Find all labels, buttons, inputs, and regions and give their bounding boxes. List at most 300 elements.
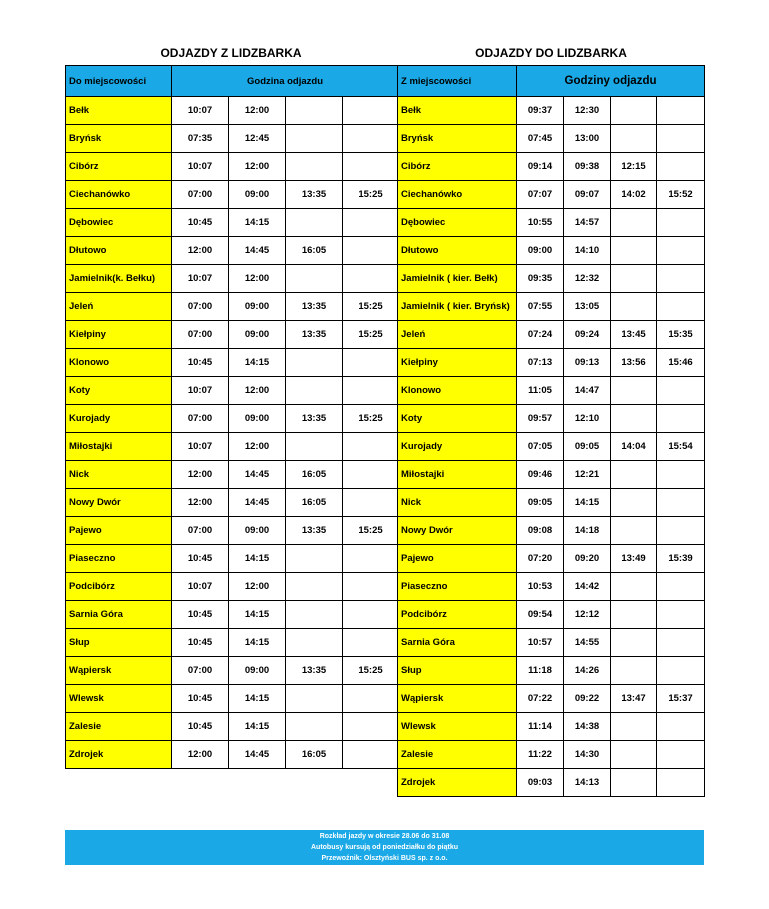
departure-time: 15:25	[343, 517, 399, 545]
departure-time: 13:35	[286, 405, 343, 433]
departure-time: 07:55	[517, 293, 564, 321]
departure-time	[657, 405, 705, 433]
departure-time: 09:57	[517, 405, 564, 433]
place-name: Pajewo	[398, 545, 517, 573]
departure-time: 09:08	[517, 517, 564, 545]
place-name: Dłutowo	[398, 237, 517, 265]
departure-time: 09:00	[229, 517, 286, 545]
departure-time: 07:00	[172, 293, 229, 321]
departure-time: 13:00	[564, 125, 611, 153]
departure-time: 09:35	[517, 265, 564, 293]
departure-time: 09:00	[229, 405, 286, 433]
departure-time: 09:13	[564, 349, 611, 377]
footer-period-text: Rozkład jazdy w okresie 28.06 do 31.08	[319, 833, 450, 840]
departure-time: 12:10	[564, 405, 611, 433]
departure-time: 09:05	[517, 489, 564, 517]
place-name: Koty	[398, 405, 517, 433]
departure-time: 16:05	[286, 489, 343, 517]
place-name: Ciechanówko	[398, 181, 517, 209]
departure-time: 12:21	[564, 461, 611, 489]
place-name: Nick	[398, 489, 517, 517]
departure-time: 15:39	[657, 545, 705, 573]
place-name: Miłostajki	[398, 461, 517, 489]
departure-time: 09:00	[229, 181, 286, 209]
departure-time	[657, 237, 705, 265]
departure-time	[611, 489, 657, 517]
departure-time: 09:03	[517, 769, 564, 797]
departure-time: 10:55	[517, 209, 564, 237]
departure-time	[286, 573, 343, 601]
departure-time	[343, 489, 399, 517]
departure-time: 09:00	[229, 657, 286, 685]
table-row	[398, 153, 705, 181]
place-name: Bełk	[66, 97, 172, 125]
departure-time	[286, 545, 343, 573]
departure-time	[611, 713, 657, 741]
place-name: Słup	[66, 629, 172, 657]
origin-column-header: Z miejscowości	[398, 66, 517, 97]
departure-time	[343, 573, 399, 601]
departure-time: 10:53	[517, 573, 564, 601]
departure-time	[343, 741, 399, 769]
place-name: Dębowiec	[398, 209, 517, 237]
departure-time	[343, 461, 399, 489]
departure-time: 10:45	[172, 545, 229, 573]
table-row	[398, 657, 705, 685]
table-row	[66, 573, 399, 601]
departure-time	[286, 713, 343, 741]
departure-time	[657, 461, 705, 489]
header-row	[66, 66, 399, 97]
departure-time: 14:02	[611, 181, 657, 209]
departure-time: 12:45	[229, 125, 286, 153]
departure-time	[343, 601, 399, 629]
place-name: Kurojady	[66, 405, 172, 433]
departure-time: 12:15	[611, 153, 657, 181]
table-row	[398, 741, 705, 769]
place-name: Klonowo	[398, 377, 517, 405]
departure-time: 07:00	[172, 657, 229, 685]
departure-time: 14:15	[564, 489, 611, 517]
footer-carrier-text: Przewoźnik: Olsztyński BUS sp. z o.o.	[321, 855, 448, 862]
place-name: Ciechanówko	[66, 181, 172, 209]
place-name: Sarnia Góra	[398, 629, 517, 657]
departure-time	[657, 293, 705, 321]
departures-from-title: ODJAZDY Z LIDZBARKA	[160, 46, 302, 60]
departure-time	[611, 601, 657, 629]
departure-time: 14:26	[564, 657, 611, 685]
departure-time	[611, 209, 657, 237]
departure-time: 09:20	[564, 545, 611, 573]
departure-time	[611, 125, 657, 153]
table-row	[66, 377, 399, 405]
departure-time: 14:15	[229, 349, 286, 377]
place-name: Nick	[66, 461, 172, 489]
departure-time: 12:00	[229, 433, 286, 461]
departure-time	[343, 237, 399, 265]
departure-time: 15:25	[343, 405, 399, 433]
header-row	[398, 66, 705, 97]
departure-time: 13:47	[611, 685, 657, 713]
departure-time: 10:45	[172, 629, 229, 657]
departure-time: 13:35	[286, 293, 343, 321]
departure-time	[343, 629, 399, 657]
departure-time: 11:14	[517, 713, 564, 741]
departure-time: 13:35	[286, 657, 343, 685]
departure-time: 12:00	[172, 461, 229, 489]
table-row	[66, 657, 399, 685]
table-row	[398, 573, 705, 601]
departure-time: 07:22	[517, 685, 564, 713]
departure-time	[343, 153, 399, 181]
departure-time	[657, 601, 705, 629]
departure-time	[657, 517, 705, 545]
place-name: Zdrojek	[398, 769, 517, 797]
table-row	[66, 405, 399, 433]
departure-time: 15:37	[657, 685, 705, 713]
departure-time: 12:00	[229, 265, 286, 293]
departure-time: 15:35	[657, 321, 705, 349]
table-row	[66, 265, 399, 293]
departure-time	[343, 685, 399, 713]
place-name: Kiełpiny	[66, 321, 172, 349]
table-row	[398, 629, 705, 657]
departure-time: 14:42	[564, 573, 611, 601]
table-row	[66, 181, 399, 209]
departure-time: 14:38	[564, 713, 611, 741]
table-row	[398, 125, 705, 153]
table-row	[398, 377, 705, 405]
departure-time: 15:52	[657, 181, 705, 209]
place-name: Wlewsk	[398, 713, 517, 741]
departure-time: 09:07	[564, 181, 611, 209]
place-name: Kurojady	[398, 433, 517, 461]
departure-time: 10:45	[172, 601, 229, 629]
departure-time: 12:00	[172, 237, 229, 265]
departure-time	[657, 769, 705, 797]
departure-time: 07:00	[172, 181, 229, 209]
departure-time	[657, 573, 705, 601]
departure-time: 15:25	[343, 321, 399, 349]
place-name: Bryńsk	[66, 125, 172, 153]
departures-from-table	[65, 65, 399, 769]
table-row	[66, 209, 399, 237]
place-name: Podcibórz	[66, 573, 172, 601]
table-row	[66, 349, 399, 377]
table-row	[66, 153, 399, 181]
place-name: Jamielnik ( kier. Bryńsk)	[398, 293, 517, 321]
place-name: Piaseczno	[398, 573, 517, 601]
departure-time: 13:35	[286, 321, 343, 349]
table-row	[66, 461, 399, 489]
place-name: Podcibórz	[398, 601, 517, 629]
departure-time: 09:24	[564, 321, 611, 349]
table-row	[398, 209, 705, 237]
departures-to-table	[397, 65, 705, 797]
table-row	[398, 293, 705, 321]
departure-time	[343, 545, 399, 573]
departure-time	[611, 97, 657, 125]
departure-time: 12:12	[564, 601, 611, 629]
table-row	[398, 237, 705, 265]
departure-time: 12:00	[229, 377, 286, 405]
place-name: Słup	[398, 657, 517, 685]
departure-time	[657, 265, 705, 293]
departure-time: 12:00	[172, 489, 229, 517]
footer-days-text: Autobusy kursują od poniedziałku do piątku	[310, 844, 458, 851]
place-name: Klonowo	[66, 349, 172, 377]
departure-time	[611, 769, 657, 797]
table-row	[398, 769, 705, 797]
table-row	[66, 685, 399, 713]
departure-time: 12:00	[172, 741, 229, 769]
departure-time	[343, 349, 399, 377]
departure-time: 14:30	[564, 741, 611, 769]
departure-time: 15:25	[343, 181, 399, 209]
departure-time: 12:00	[229, 97, 286, 125]
departure-time	[343, 713, 399, 741]
departure-time: 10:07	[172, 573, 229, 601]
departure-time: 14:15	[229, 209, 286, 237]
departure-time	[611, 657, 657, 685]
table-row	[66, 545, 399, 573]
place-name: Piaseczno	[66, 545, 172, 573]
place-name: Wąpiersk	[398, 685, 517, 713]
departure-time	[286, 349, 343, 377]
departure-time	[343, 265, 399, 293]
departure-time: 10:45	[172, 713, 229, 741]
departure-time: 09:00	[229, 293, 286, 321]
departure-time: 11:22	[517, 741, 564, 769]
departure-time: 12:00	[229, 573, 286, 601]
table-row	[398, 321, 705, 349]
departure-time: 09:05	[564, 433, 611, 461]
departure-time	[343, 125, 399, 153]
departure-time	[611, 741, 657, 769]
departure-time	[286, 629, 343, 657]
place-name: Nowy Dwór	[398, 517, 517, 545]
departure-time	[343, 97, 399, 125]
table-row	[398, 97, 705, 125]
departure-time: 09:14	[517, 153, 564, 181]
departure-time: 14:15	[229, 601, 286, 629]
departure-time	[611, 461, 657, 489]
departure-time: 13:56	[611, 349, 657, 377]
departure-time: 15:25	[343, 293, 399, 321]
departure-time: 11:18	[517, 657, 564, 685]
table-row	[66, 321, 399, 349]
departure-time: 13:35	[286, 181, 343, 209]
departure-time	[343, 433, 399, 461]
departure-time: 16:05	[286, 741, 343, 769]
place-name: Jamielnik(k. Bełku)	[66, 265, 172, 293]
departure-time	[657, 741, 705, 769]
departure-time: 07:07	[517, 181, 564, 209]
destination-column-header: Do miejscowości	[66, 66, 172, 97]
departure-time: 13:35	[286, 517, 343, 545]
departure-time: 09:00	[517, 237, 564, 265]
departure-time: 14:13	[564, 769, 611, 797]
place-name: Kiełpiny	[398, 349, 517, 377]
departure-time: 07:35	[172, 125, 229, 153]
departure-time: 14:45	[229, 237, 286, 265]
table-row	[66, 433, 399, 461]
departure-time: 12:00	[229, 153, 286, 181]
departure-time: 09:37	[517, 97, 564, 125]
departure-time: 13:45	[611, 321, 657, 349]
place-name: Zdrojek	[66, 741, 172, 769]
departure-time: 14:15	[229, 713, 286, 741]
departure-time: 12:32	[564, 265, 611, 293]
place-name: Wlewsk	[66, 685, 172, 713]
place-name: Koty	[66, 377, 172, 405]
departure-time: 10:07	[172, 97, 229, 125]
departure-time: 09:46	[517, 461, 564, 489]
departure-time	[286, 433, 343, 461]
departure-time: 14:57	[564, 209, 611, 237]
departure-time: 10:07	[172, 377, 229, 405]
place-name: Bryńsk	[398, 125, 517, 153]
departure-time: 07:00	[172, 405, 229, 433]
departure-time	[657, 629, 705, 657]
departure-time: 14:55	[564, 629, 611, 657]
departure-time: 07:00	[172, 517, 229, 545]
departure-time	[657, 377, 705, 405]
table-row	[66, 517, 399, 545]
departure-time	[343, 209, 399, 237]
table-row	[66, 601, 399, 629]
departure-time: 09:54	[517, 601, 564, 629]
departure-time: 14:15	[229, 685, 286, 713]
departure-time	[286, 125, 343, 153]
departure-time	[657, 489, 705, 517]
departure-time: 07:13	[517, 349, 564, 377]
departure-time	[286, 377, 343, 405]
departure-time	[286, 153, 343, 181]
place-name: Zalesie	[66, 713, 172, 741]
departure-time-column-header: Godzina odjazdu	[172, 66, 399, 97]
place-name: Sarnia Góra	[66, 601, 172, 629]
table-row	[398, 349, 705, 377]
departure-time: 13:05	[564, 293, 611, 321]
departure-time	[657, 125, 705, 153]
departure-time: 07:00	[172, 321, 229, 349]
departure-time: 10:45	[172, 209, 229, 237]
departure-time: 10:45	[172, 685, 229, 713]
departure-time: 14:45	[229, 489, 286, 517]
departure-time	[611, 237, 657, 265]
table-row	[398, 433, 705, 461]
departure-time: 15:25	[343, 657, 399, 685]
place-name: Cibórz	[66, 153, 172, 181]
departure-time: 11:05	[517, 377, 564, 405]
place-name: Jeleń	[398, 321, 517, 349]
departure-time	[286, 685, 343, 713]
place-name: Cibórz	[398, 153, 517, 181]
departure-time: 15:46	[657, 349, 705, 377]
departure-time: 12:30	[564, 97, 611, 125]
departure-time	[286, 209, 343, 237]
table-row	[398, 517, 705, 545]
place-name: Nowy Dwór	[66, 489, 172, 517]
table-row	[398, 489, 705, 517]
departure-time: 14:15	[229, 545, 286, 573]
table-row	[66, 741, 399, 769]
table-row	[66, 237, 399, 265]
table-row	[398, 685, 705, 713]
table-row	[66, 629, 399, 657]
departure-time	[657, 657, 705, 685]
departure-time: 16:05	[286, 461, 343, 489]
schedule-footer	[65, 830, 704, 865]
departure-time	[611, 293, 657, 321]
table-row	[66, 125, 399, 153]
departure-time	[611, 265, 657, 293]
place-name: Jamielnik ( kier. Bełk)	[398, 265, 517, 293]
table-row	[66, 293, 399, 321]
table-row	[66, 489, 399, 517]
departure-time	[286, 601, 343, 629]
departure-time: 14:45	[229, 461, 286, 489]
departure-time	[611, 573, 657, 601]
table-row	[398, 461, 705, 489]
place-name: Dębowiec	[66, 209, 172, 237]
departure-time	[657, 713, 705, 741]
table-row	[398, 713, 705, 741]
departure-time: 10:07	[172, 153, 229, 181]
departure-time	[611, 629, 657, 657]
table-row	[398, 181, 705, 209]
departure-time	[657, 209, 705, 237]
departure-time: 10:07	[172, 433, 229, 461]
departure-time	[611, 405, 657, 433]
departure-time	[611, 517, 657, 545]
departure-time: 10:07	[172, 265, 229, 293]
place-name: Dłutowo	[66, 237, 172, 265]
departure-time: 10:57	[517, 629, 564, 657]
departure-time	[343, 377, 399, 405]
place-name: Miłostajki	[66, 433, 172, 461]
departure-time: 09:38	[564, 153, 611, 181]
table-row	[398, 265, 705, 293]
departure-time: 14:04	[611, 433, 657, 461]
departure-time	[286, 265, 343, 293]
departure-time	[286, 97, 343, 125]
departure-time	[657, 153, 705, 181]
table-row	[398, 405, 705, 433]
departure-time	[611, 377, 657, 405]
departure-time: 07:45	[517, 125, 564, 153]
table-row	[398, 601, 705, 629]
departure-time: 13:49	[611, 545, 657, 573]
place-name: Jeleń	[66, 293, 172, 321]
departure-time: 15:54	[657, 433, 705, 461]
departure-time: 10:45	[172, 349, 229, 377]
table-row	[66, 713, 399, 741]
departure-time	[657, 97, 705, 125]
departure-time: 07:24	[517, 321, 564, 349]
table-row	[66, 97, 399, 125]
table-row	[398, 545, 705, 573]
departure-time: 16:05	[286, 237, 343, 265]
place-name: Zalesie	[398, 741, 517, 769]
departure-time: 14:18	[564, 517, 611, 545]
place-name: Bełk	[398, 97, 517, 125]
place-name: Pajewo	[66, 517, 172, 545]
departure-time: 14:47	[564, 377, 611, 405]
departure-time: 07:05	[517, 433, 564, 461]
departures-to-title: ODJAZDY DO LIDZBARKA	[475, 46, 627, 60]
